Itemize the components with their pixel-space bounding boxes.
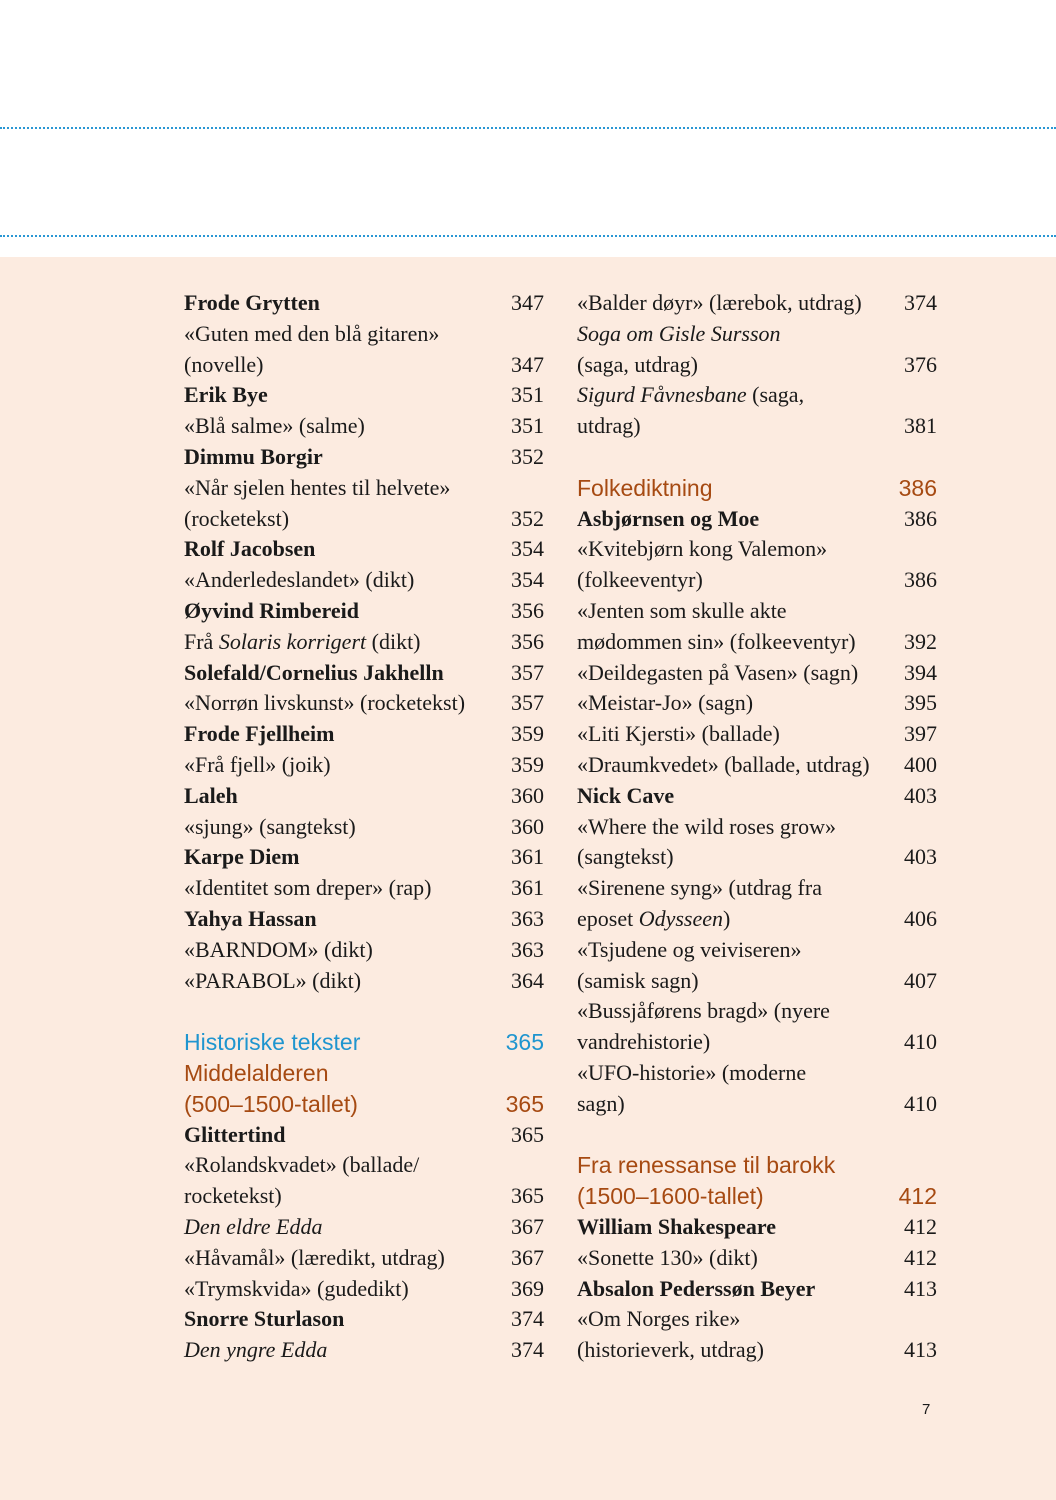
toc-entry[interactable] — [577, 1058, 937, 1089]
toc-entry-title: «Identitet som dreper» (rap) — [184, 875, 432, 901]
toc-entry[interactable] — [184, 1304, 544, 1335]
toc-entry[interactable] — [577, 319, 937, 350]
toc-entry[interactable] — [184, 1212, 544, 1243]
toc-entry-title-part: eposet — [577, 905, 639, 931]
toc-entry-title — [577, 380, 937, 411]
toc-entry-page: 361 — [511, 875, 544, 901]
toc-entry-page: 395 — [904, 690, 937, 716]
toc-section-heading[interactable] — [577, 1181, 937, 1212]
toc-entry[interactable] — [577, 380, 937, 411]
toc-entry-title: «Jenten som skulle akte — [577, 597, 787, 623]
toc-entry[interactable] — [184, 596, 544, 627]
toc-entry-title: «Norrøn livskunst» (rocketekst) — [184, 690, 466, 716]
toc-entry-title: Den yngre Edda — [184, 1337, 328, 1363]
toc-entry-title: Frode Grytten — [184, 290, 320, 315]
toc-entry[interactable] — [184, 319, 544, 350]
toc-entry-title: (samisk sagn) — [577, 967, 699, 993]
toc-entry-page: 360 — [511, 782, 544, 808]
toc-entry-title — [184, 627, 511, 658]
toc-entry[interactable] — [577, 534, 937, 565]
toc-entry-title: Den eldre Edda — [184, 1213, 323, 1239]
section-spacer — [577, 1120, 937, 1151]
toc-entry-title — [577, 904, 904, 935]
toc-entry[interactable] — [184, 350, 544, 381]
toc-entry-page: 352 — [511, 443, 544, 469]
toc-entry-title-part: Frå — [184, 628, 219, 654]
toc-entry-title: «Trymskvida» (gudedikt) — [184, 1275, 409, 1301]
toc-entry-page: 352 — [511, 505, 544, 531]
toc-entry[interactable] — [184, 873, 544, 904]
toc-entry-title: Erik Bye — [184, 382, 268, 408]
toc-entry[interactable] — [577, 1212, 937, 1243]
toc-entry-page: 365 — [505, 1029, 544, 1056]
toc-entry-title: (sangtekst) — [577, 844, 674, 870]
toc-entry-title: rocketekst) — [184, 1183, 282, 1209]
toc-entry-title: «Bussjåførens bragd» (nyere — [577, 998, 830, 1024]
toc-entry[interactable] — [184, 750, 544, 781]
toc-entry-page: 359 — [511, 721, 544, 747]
toc-entry-page: 351 — [511, 382, 544, 408]
toc-entry-page: 357 — [511, 659, 544, 685]
toc-entry-page: 347 — [511, 290, 544, 315]
toc-entry-title: Nick Cave — [577, 782, 675, 808]
toc-entry-title-part: ) — [723, 905, 731, 931]
toc-entry[interactable] — [577, 904, 937, 935]
toc-entry[interactable] — [184, 442, 544, 473]
toc-entry-title: «BARNDOM» (dikt) — [184, 936, 373, 962]
toc-entry-page: 354 — [511, 567, 544, 593]
toc-entry-title: (historieverk, utdrag) — [577, 1337, 764, 1363]
toc-section-heading[interactable] — [577, 473, 937, 504]
toc-entry-title: (500–1500-tallet) — [184, 1090, 358, 1117]
toc-entry-title-part: (dikt) — [366, 628, 421, 654]
toc-entry[interactable] — [577, 935, 937, 966]
toc-entry-title: (novelle) — [184, 351, 264, 377]
toc-entry[interactable] — [577, 1027, 937, 1058]
toc-entry[interactable] — [184, 380, 544, 411]
toc-entry[interactable] — [577, 565, 937, 596]
toc-entry-title: «Rolandskvadet» (ballade/ — [184, 1152, 420, 1178]
toc-entry-page: 354 — [511, 536, 544, 562]
toc-section-heading[interactable] — [184, 1089, 544, 1120]
toc-entry-title: «Frå fjell» (joik) — [184, 751, 331, 777]
toc-entry-page: 413 — [904, 1275, 937, 1301]
toc-entry-title: (1500–1600-tallet) — [577, 1183, 764, 1210]
toc-entry-title: «Håvamål» (læredikt, utdrag) — [184, 1244, 445, 1270]
toc-entry-page: 356 — [511, 628, 544, 654]
toc-entry-page: 363 — [511, 905, 544, 931]
toc-entry-page: 364 — [511, 967, 544, 993]
toc-entry[interactable] — [184, 1181, 544, 1212]
toc-entry-page: 397 — [904, 721, 937, 747]
toc-entry-title: «Sirenene syng» (utdrag fra — [577, 875, 822, 901]
toc-entry[interactable] — [184, 719, 544, 750]
toc-entry[interactable] — [577, 411, 937, 442]
toc-entry-page: 400 — [904, 751, 937, 777]
toc-entry[interactable] — [184, 473, 544, 504]
toc-entry-title: Rolf Jacobsen — [184, 536, 316, 562]
toc-entry[interactable] — [577, 996, 937, 1027]
toc-entry-title: «Blå salme» (salme) — [184, 413, 365, 439]
toc-entry-title: «Deildegasten på Vasen» (sagn) — [577, 659, 859, 685]
toc-entry[interactable] — [184, 534, 544, 565]
toc-entry-page: 394 — [904, 659, 937, 685]
toc-entry-title: Laleh — [184, 782, 238, 808]
toc-entry-title: «UFO-historie» (moderne — [577, 1059, 807, 1085]
toc-entry-title: «Sonette 130» (dikt) — [577, 1244, 758, 1270]
toc-entry-page: 356 — [511, 597, 544, 623]
toc-entry-title-part: (saga, — [746, 382, 805, 408]
toc-entry[interactable] — [184, 1243, 544, 1274]
toc-left-column — [184, 288, 544, 1366]
toc-entry[interactable] — [184, 966, 544, 997]
toc-entry-page: 347 — [511, 351, 544, 377]
toc-entry-title: vandrehistorie) — [577, 1029, 711, 1055]
toc-entry[interactable] — [184, 1120, 544, 1151]
toc-entry-title-part: Solaris korrigert — [218, 628, 367, 654]
toc-entry-page: 376 — [904, 351, 937, 377]
toc-entry-title: «Where the wild roses grow» — [577, 813, 837, 839]
toc-section-heading[interactable] — [184, 1058, 544, 1089]
toc-entry[interactable] — [577, 719, 937, 750]
toc-entry-page: 403 — [904, 782, 937, 808]
toc-entry-title: utdrag) — [577, 413, 641, 439]
toc-entry-page: 359 — [511, 751, 544, 777]
toc-entry-title-part: Sigurd Fåvnesbane — [577, 382, 747, 408]
toc-entry-title: Karpe Diem — [184, 844, 300, 870]
toc-entry[interactable] — [184, 565, 544, 596]
toc-entry-title: mødommen sin» (folkeeventyr) — [577, 628, 856, 654]
toc-entry-page: 351 — [511, 413, 544, 439]
toc-entry-page: 406 — [904, 905, 937, 931]
toc-entry-page: 412 — [904, 1213, 937, 1239]
toc-entry[interactable] — [184, 1150, 544, 1181]
toc-entry-title: «sjung» (sangtekst) — [184, 813, 356, 839]
toc-entry[interactable] — [577, 750, 937, 781]
toc-entry[interactable] — [577, 873, 937, 904]
toc-entry[interactable] — [577, 1304, 937, 1335]
toc-entry[interactable] — [577, 842, 937, 873]
toc-entry[interactable] — [577, 1335, 937, 1366]
toc-entry[interactable] — [184, 627, 544, 658]
toc-entry-page: 386 — [904, 505, 937, 531]
toc-entry-page: 369 — [511, 1275, 544, 1301]
toc-entry[interactable] — [577, 350, 937, 381]
toc-entry[interactable] — [577, 781, 937, 812]
toc-entry[interactable] — [577, 1243, 937, 1274]
toc-entry[interactable] — [577, 288, 937, 319]
toc-entry-page: 412 — [898, 1183, 937, 1210]
toc-entry-title: «Tsjudene og veiviseren» — [577, 936, 802, 962]
toc-entry-title: «Draumkvedet» (ballade, utdrag) — [577, 751, 870, 777]
toc-entry-title: «Når sjelen hentes til helvete» — [184, 474, 451, 500]
toc-entry-page: 392 — [904, 628, 937, 654]
toc-entry[interactable] — [184, 812, 544, 843]
toc-entry[interactable] — [577, 1089, 937, 1120]
toc-entry-title: «Kvitebjørn kong Valemon» — [577, 536, 828, 562]
section-spacer — [577, 442, 937, 473]
toc-entry-title: Glittertind — [184, 1121, 286, 1147]
toc-entry[interactable] — [184, 504, 544, 535]
toc-entry-title: Absalon Pederssøn Beyer — [577, 1275, 816, 1301]
toc-entry-page: 381 — [904, 413, 937, 439]
second-dotted-rule — [0, 235, 1056, 237]
toc-entry-page: 365 — [505, 1090, 544, 1117]
toc-entry[interactable] — [184, 288, 544, 319]
toc-entry-title: (folkeeventyr) — [577, 567, 703, 593]
toc-entry[interactable] — [184, 842, 544, 873]
toc-entry-title: Asbjørnsen og Moe — [577, 505, 760, 531]
toc-entry[interactable] — [184, 688, 544, 719]
toc-entry-title: Folkediktning — [577, 474, 713, 501]
toc-entry[interactable] — [184, 1274, 544, 1305]
toc-entry-page: 374 — [511, 1337, 544, 1363]
toc-entry-page: 367 — [511, 1213, 544, 1239]
toc-entry-title: Historiske tekster — [184, 1029, 361, 1056]
toc-entry-title: Soga om Gisle Sursson — [577, 320, 781, 346]
toc-entry-title: (saga, utdrag) — [577, 351, 698, 377]
toc-entry-title: «PARABOL» (dikt) — [184, 967, 362, 993]
toc-entry-page: 410 — [904, 1090, 937, 1116]
toc-entry-title: «Om Norges rike» — [577, 1306, 741, 1332]
toc-entry-title: Snorre Sturlason — [184, 1306, 345, 1332]
toc-section-heading[interactable] — [184, 1027, 544, 1058]
toc-right-column — [577, 288, 937, 1366]
toc-entry-title: Solefald/Cornelius Jakhelln — [184, 659, 444, 685]
toc-entry-title: (rocketekst) — [184, 505, 290, 531]
toc-entry-title: Frode Fjellheim — [184, 721, 335, 747]
toc-entry-page: 374 — [511, 1306, 544, 1332]
page-number: 7 — [922, 1401, 931, 1418]
toc-entry[interactable] — [184, 781, 544, 812]
toc-entry-page: 360 — [511, 813, 544, 839]
toc-entry[interactable] — [184, 658, 544, 689]
toc-entry[interactable] — [577, 504, 937, 535]
toc-entry[interactable] — [184, 411, 544, 442]
toc-entry[interactable] — [184, 904, 544, 935]
toc-entry-title: Øyvind Rimbereid — [184, 597, 360, 623]
toc-entry[interactable] — [577, 966, 937, 997]
toc-entry-title: Fra renessanse til barokk — [577, 1152, 836, 1179]
toc-entry-title: «Balder døyr» (lærebok, utdrag) — [577, 290, 862, 315]
toc-entry-title: Middelalderen — [184, 1059, 329, 1086]
top-dotted-rule — [0, 127, 1056, 129]
section-spacer — [184, 996, 544, 1027]
toc-entry-page: 361 — [511, 844, 544, 870]
toc-entry-title-part: Odysseen — [638, 905, 724, 931]
toc-entry[interactable] — [577, 1274, 937, 1305]
toc-entry-page: 412 — [904, 1244, 937, 1270]
toc-entry-page: 413 — [904, 1337, 937, 1363]
toc-entry-page: 410 — [904, 1029, 937, 1055]
toc-entry-title: Dimmu Borgir — [184, 443, 323, 469]
toc-entry[interactable] — [184, 1335, 544, 1366]
toc-entry-title: sagn) — [577, 1090, 625, 1116]
toc-entry-title: Yahya Hassan — [184, 905, 317, 931]
toc-entry[interactable] — [577, 627, 937, 658]
toc-entry-page: 365 — [511, 1183, 544, 1209]
toc-entry-title: «Meistar-Jo» (sagn) — [577, 690, 754, 716]
toc-entry-page: 357 — [511, 690, 544, 716]
toc-entry-page: 386 — [898, 474, 937, 501]
toc-entry-title: William Shakespeare — [577, 1213, 777, 1239]
toc-entry[interactable] — [577, 812, 937, 843]
toc-entry[interactable] — [577, 596, 937, 627]
toc-entry-page: 374 — [904, 290, 937, 315]
toc-entry[interactable] — [577, 658, 937, 689]
toc-entry-page: 367 — [511, 1244, 544, 1270]
toc-entry-title: «Liti Kjersti» (ballade) — [577, 721, 780, 747]
toc-entry[interactable] — [184, 935, 544, 966]
toc-entry[interactable] — [577, 688, 937, 719]
toc-entry-page: 363 — [511, 936, 544, 962]
toc-entry-page: 386 — [904, 567, 937, 593]
toc-entry-title: «Guten med den blå gitaren» — [184, 320, 440, 346]
toc-entry-page: 403 — [904, 844, 937, 870]
toc-entry-page: 407 — [904, 967, 937, 993]
toc-section-heading[interactable] — [577, 1150, 937, 1181]
toc-entry-page: 365 — [511, 1121, 544, 1147]
toc-entry-title: «Anderledeslandet» (dikt) — [184, 567, 415, 593]
